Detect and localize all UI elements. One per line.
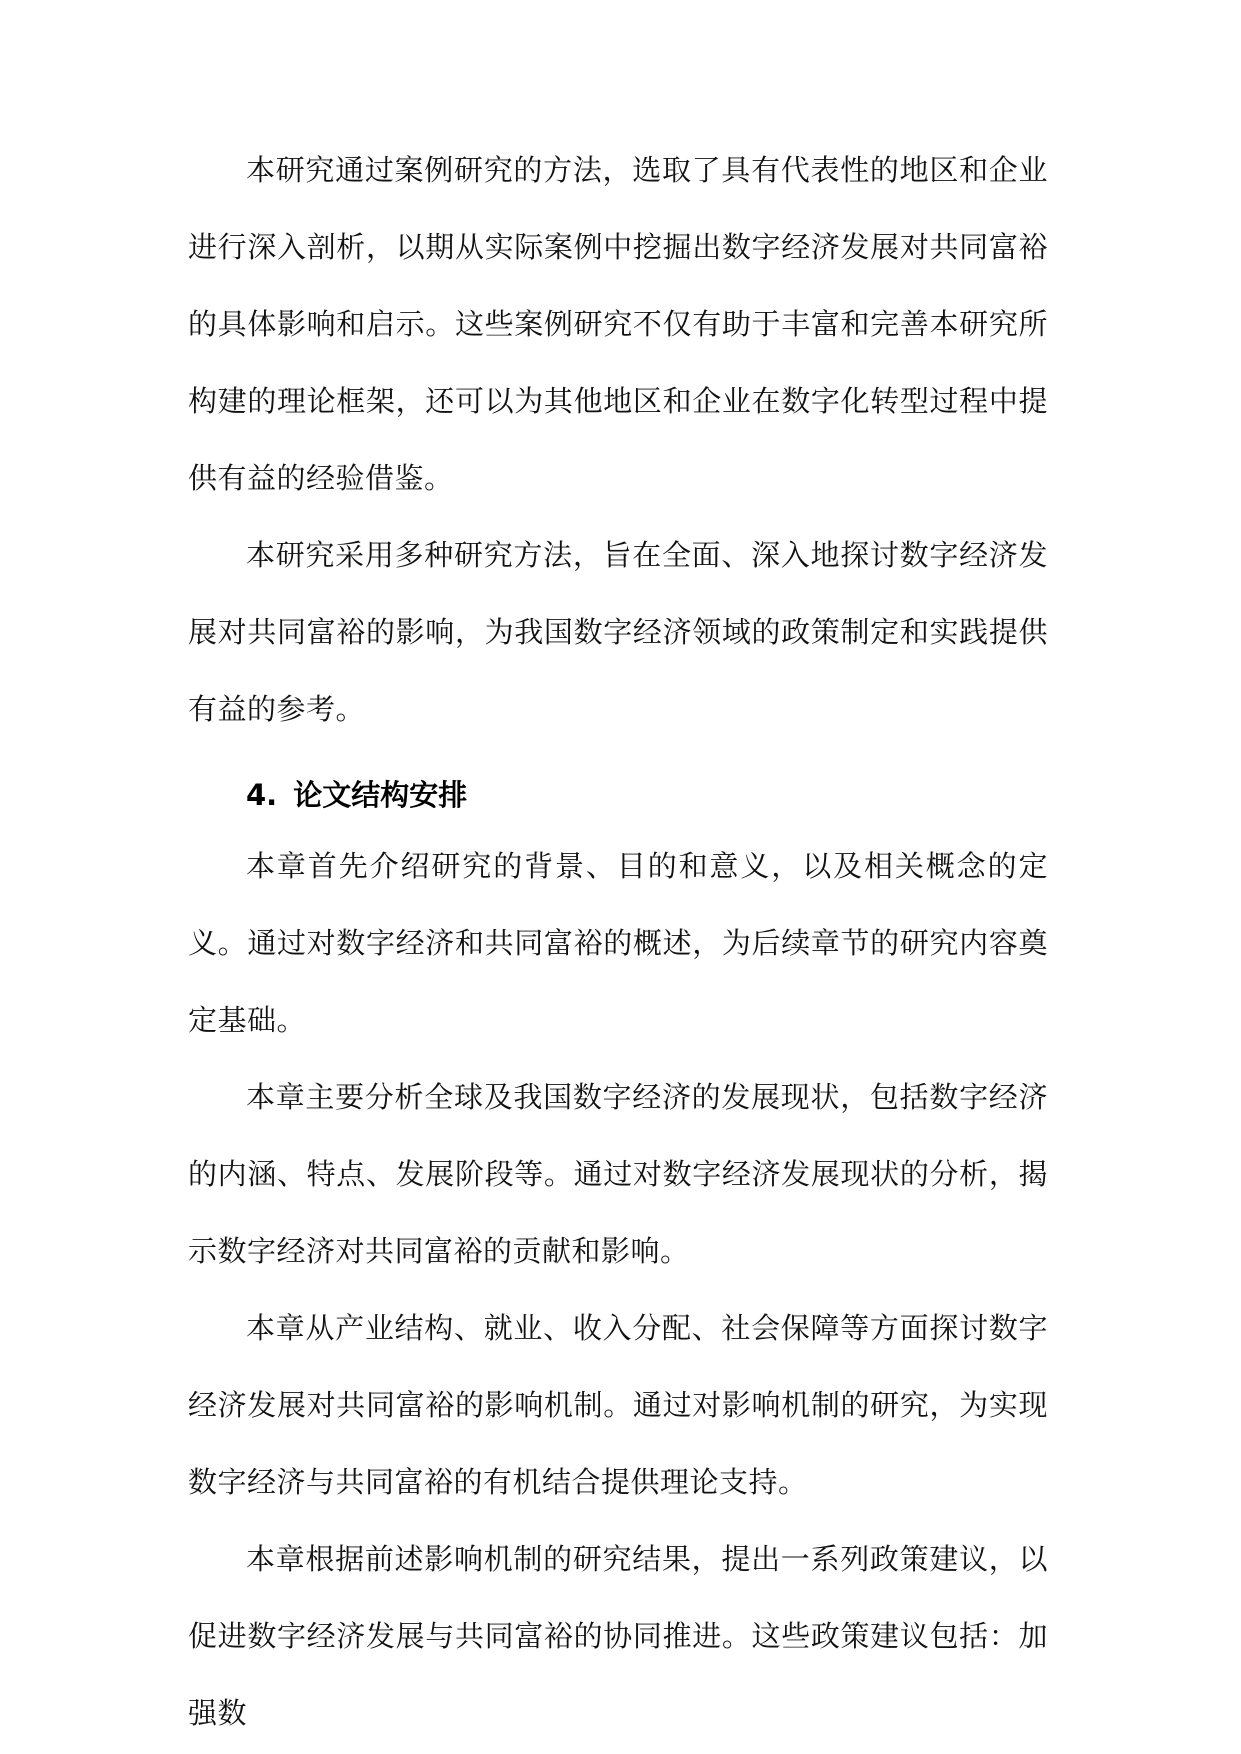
paragraph-chapter-development-status: 本章主要分析全球及我国数字经济的发展现状，包括数字经济的内涵、特点、发展阶段等。通过对数字经济发展现状的分析，揭示数字经济对共同富裕的贡献和影响。 [188, 1080, 1048, 1268]
section-heading [246, 775, 467, 815]
paragraph-chapter-introduction: 本章首先介绍研究的背景、目的和意义，以及相关概念的定义。通过对数字经济和共同富裕的概述，为后续章节的研究内容奠定基础。 [188, 849, 1048, 1037]
body-text-top [188, 132, 1048, 748]
paragraph-chapter-policy-suggestions: 本章根据前述影响机制的研究结果，提出一系列政策建议，以促进数字经济发展与共同富裕的协同推进。这些政策建议包括：加强数 [188, 1542, 1048, 1730]
paragraph-chapter-impact-mechanism: 本章从产业结构、就业、收入分配、社会保障等方面探讨数字经济发展对共同富裕的影响机制。通过对影响机制的研究，为实现数字经济与共同富裕的有机结合提供理论支持。 [188, 1311, 1048, 1499]
section-title: 论文结构安排 [293, 778, 468, 812]
paragraph-research-methods-summary: 本研究采用多种研究方法，旨在全面、深入地探讨数字经济发展对共同富裕的影响，为我国数字经济领域的政策制定和实践提供有益的参考。 [188, 538, 1048, 726]
paragraph-case-study-method: 本研究通过案例研究的方法，选取了具有代表性的地区和企业进行深入剖析，以期从实际案例中挖掘出数字经济发展对共同富裕的具体影响和启示。这些案例研究不仅有助于丰富和完善本研究所构建的理论框架，还可以为其他地区和企业在数字化转型过程中提供有益的经验借鉴。 [188, 153, 1048, 495]
body-text-bottom [188, 828, 1048, 1752]
section-number: 4. [246, 778, 278, 812]
